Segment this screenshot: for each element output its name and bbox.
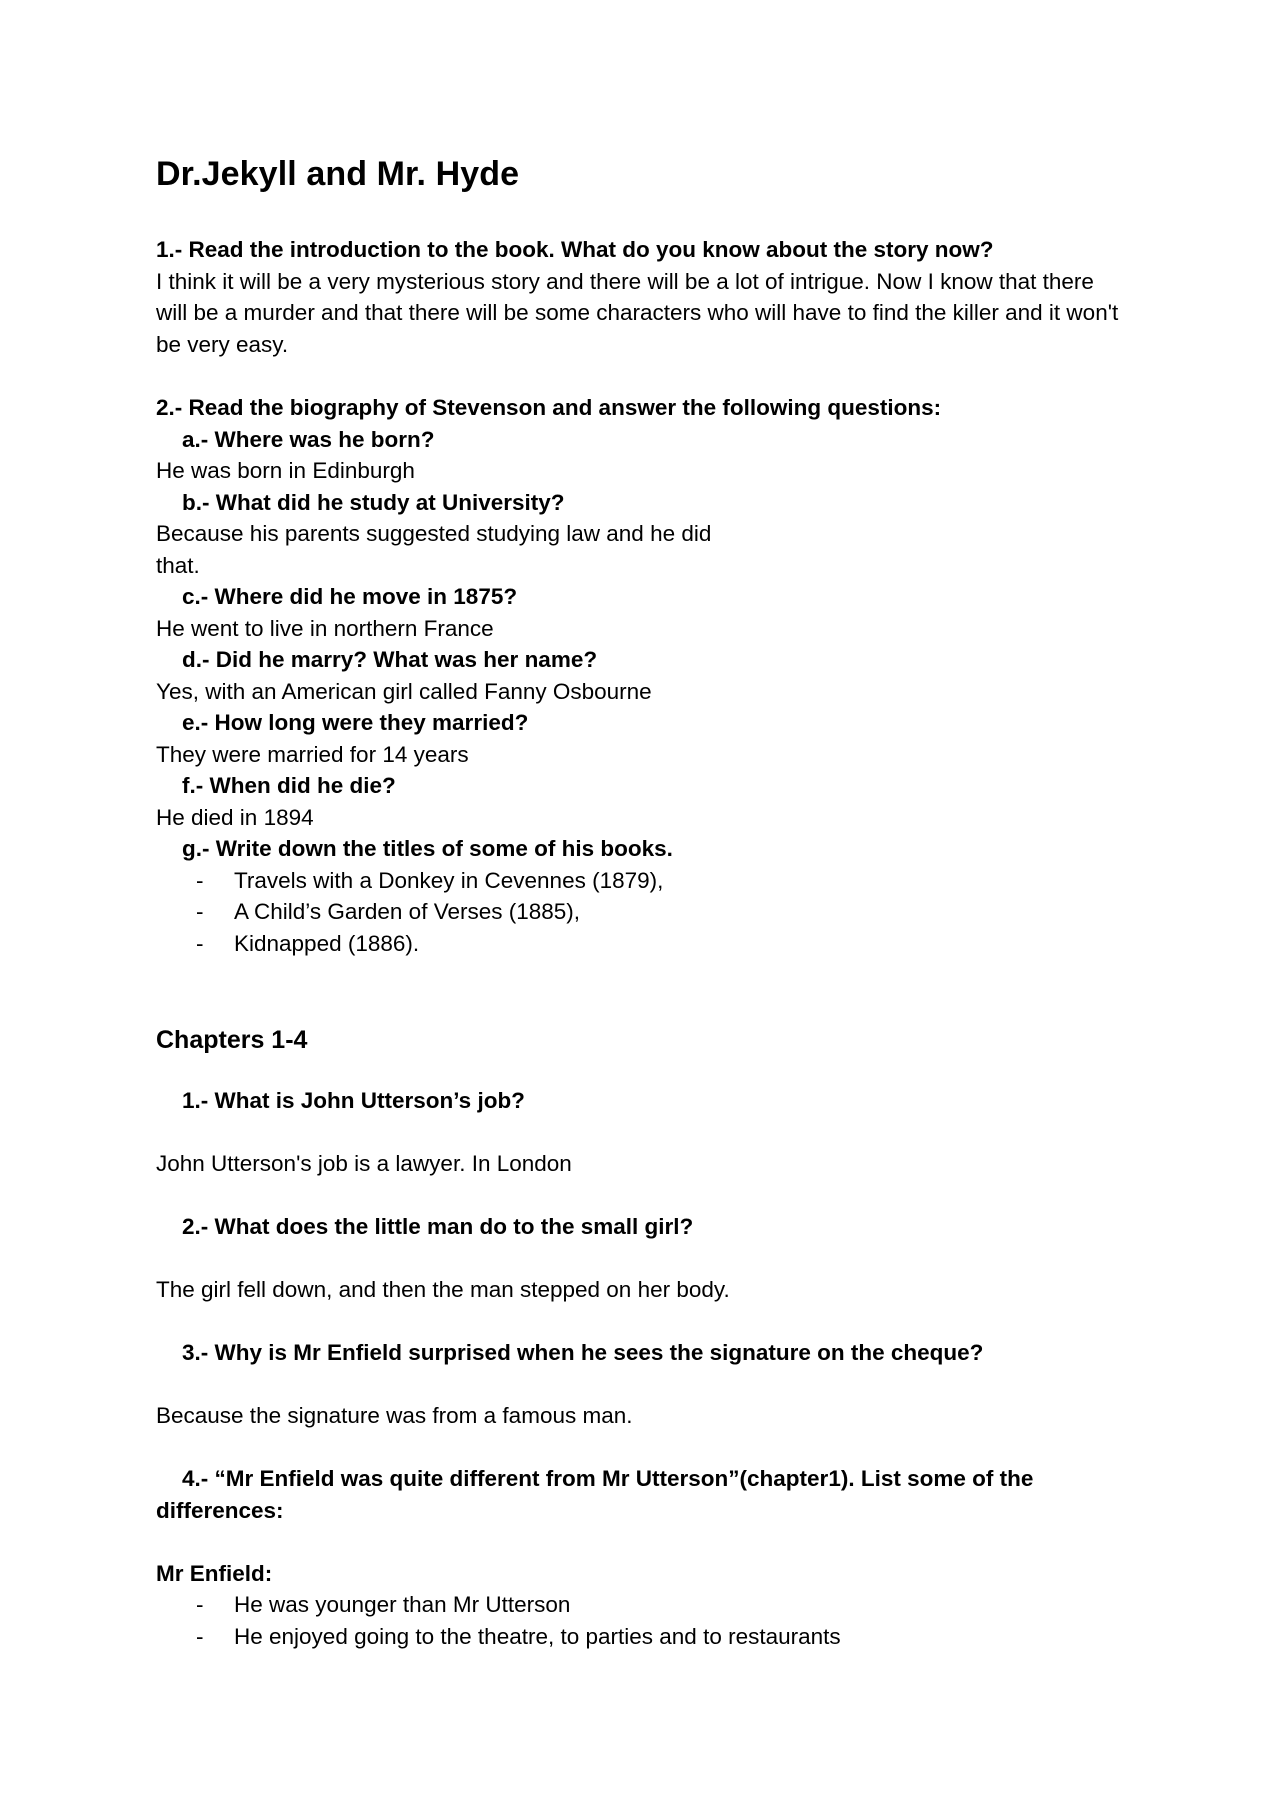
- book-title: Kidnapped (1886).: [234, 930, 420, 956]
- book-title: A Child’s Garden of Verses (1885),: [234, 899, 581, 924]
- chapter-answer-1: John Utterson's job is a lawyer. In London: [156, 1151, 572, 1176]
- dash-bullet: -: [196, 899, 204, 924]
- enfield-label: Mr Enfield:: [156, 1560, 273, 1586]
- enfield-list: [156, 1589, 1130, 1652]
- chapter-question-2: 2.- What does the little man do to the small girl?: [182, 1214, 694, 1239]
- dash-bullet: -: [196, 1592, 204, 1617]
- list-item: [196, 1589, 1130, 1621]
- spacer: [156, 1526, 1130, 1558]
- chapter-answer-2: The girl fell down, and then the man stepped on her body.: [156, 1277, 730, 1302]
- spacer: [156, 360, 1130, 392]
- book-title: Travels with a Donkey in Cevennes (1879),: [234, 867, 664, 893]
- bio-answer-f: He died in 1894: [156, 804, 314, 830]
- chapter-answer-3: Because the signature was from a famous man.: [156, 1403, 633, 1428]
- chapter-question-4: 4.- “Mr Enfield was quite different from Mr Utterson”(chapter1). List some of the differences:: [156, 1466, 1034, 1523]
- bio-answer-b: Because his parents suggested studying law and he did that.: [156, 521, 712, 578]
- list-item: [196, 928, 1130, 960]
- bio-question-f: f.- When did he die?: [182, 773, 396, 798]
- dash-bullet: -: [196, 867, 204, 893]
- bio-answer-c: He went to live in northern France: [156, 615, 494, 641]
- list-item: [196, 896, 1130, 928]
- dash-bullet: -: [196, 1623, 204, 1649]
- spacer: [156, 1057, 1130, 1085]
- biography-question: 2.- Read the biography of Stevenson and answer the following questions:: [156, 395, 942, 420]
- bio-answer-e: They were married for 14 years: [156, 741, 469, 767]
- bio-question-b: b.- What did he study at University?: [182, 489, 565, 515]
- intro-answer: I think it will be a very mysterious story and there will be a lot of intrigue. Now I know that there will be a murder and that there will be some characters who will have to find the killer and it won't be very easy.: [156, 268, 1119, 357]
- spacer: [156, 1243, 1130, 1275]
- spacer: [156, 1306, 1130, 1338]
- spacer: [156, 1369, 1130, 1401]
- spacer: [156, 959, 1130, 1023]
- bio-answer-a: He was born in Edinburgh: [156, 458, 415, 483]
- spacer: [156, 1432, 1130, 1464]
- books-list: [156, 865, 1130, 960]
- intro-question: 1.- Read the introduction to the book. What do you know about the story now?: [156, 237, 994, 262]
- chapter-question-3: 3.- Why is Mr Enfield surprised when he sees the signature on the cheque?: [182, 1340, 984, 1365]
- enfield-point: He was younger than Mr Utterson: [234, 1592, 571, 1617]
- list-item: [196, 1621, 1130, 1653]
- spacer: [156, 1117, 1130, 1149]
- enfield-point: He enjoyed going to the theatre, to parties and to restaurants: [234, 1623, 841, 1649]
- bio-question-c: c.- Where did he move in 1875?: [182, 584, 518, 609]
- dash-bullet: -: [196, 930, 204, 956]
- bio-question-d: d.- Did he marry? What was her name?: [182, 647, 598, 672]
- spacer: [156, 1180, 1130, 1212]
- document-title: Dr.Jekyll and Mr. Hyde: [156, 155, 520, 193]
- chapters-heading: Chapters 1-4: [156, 1026, 308, 1054]
- bio-question-g: g.- Write down the titles of some of his books.: [182, 836, 673, 861]
- list-item: [196, 865, 1130, 897]
- bio-question-e: e.- How long were they married?: [182, 710, 529, 735]
- chapter-question-1: 1.- What is John Utterson’s job?: [182, 1088, 525, 1113]
- bio-answer-d: Yes, with an American girl called Fanny Osbourne: [156, 678, 652, 704]
- bio-question-a: a.- Where was he born?: [182, 426, 435, 452]
